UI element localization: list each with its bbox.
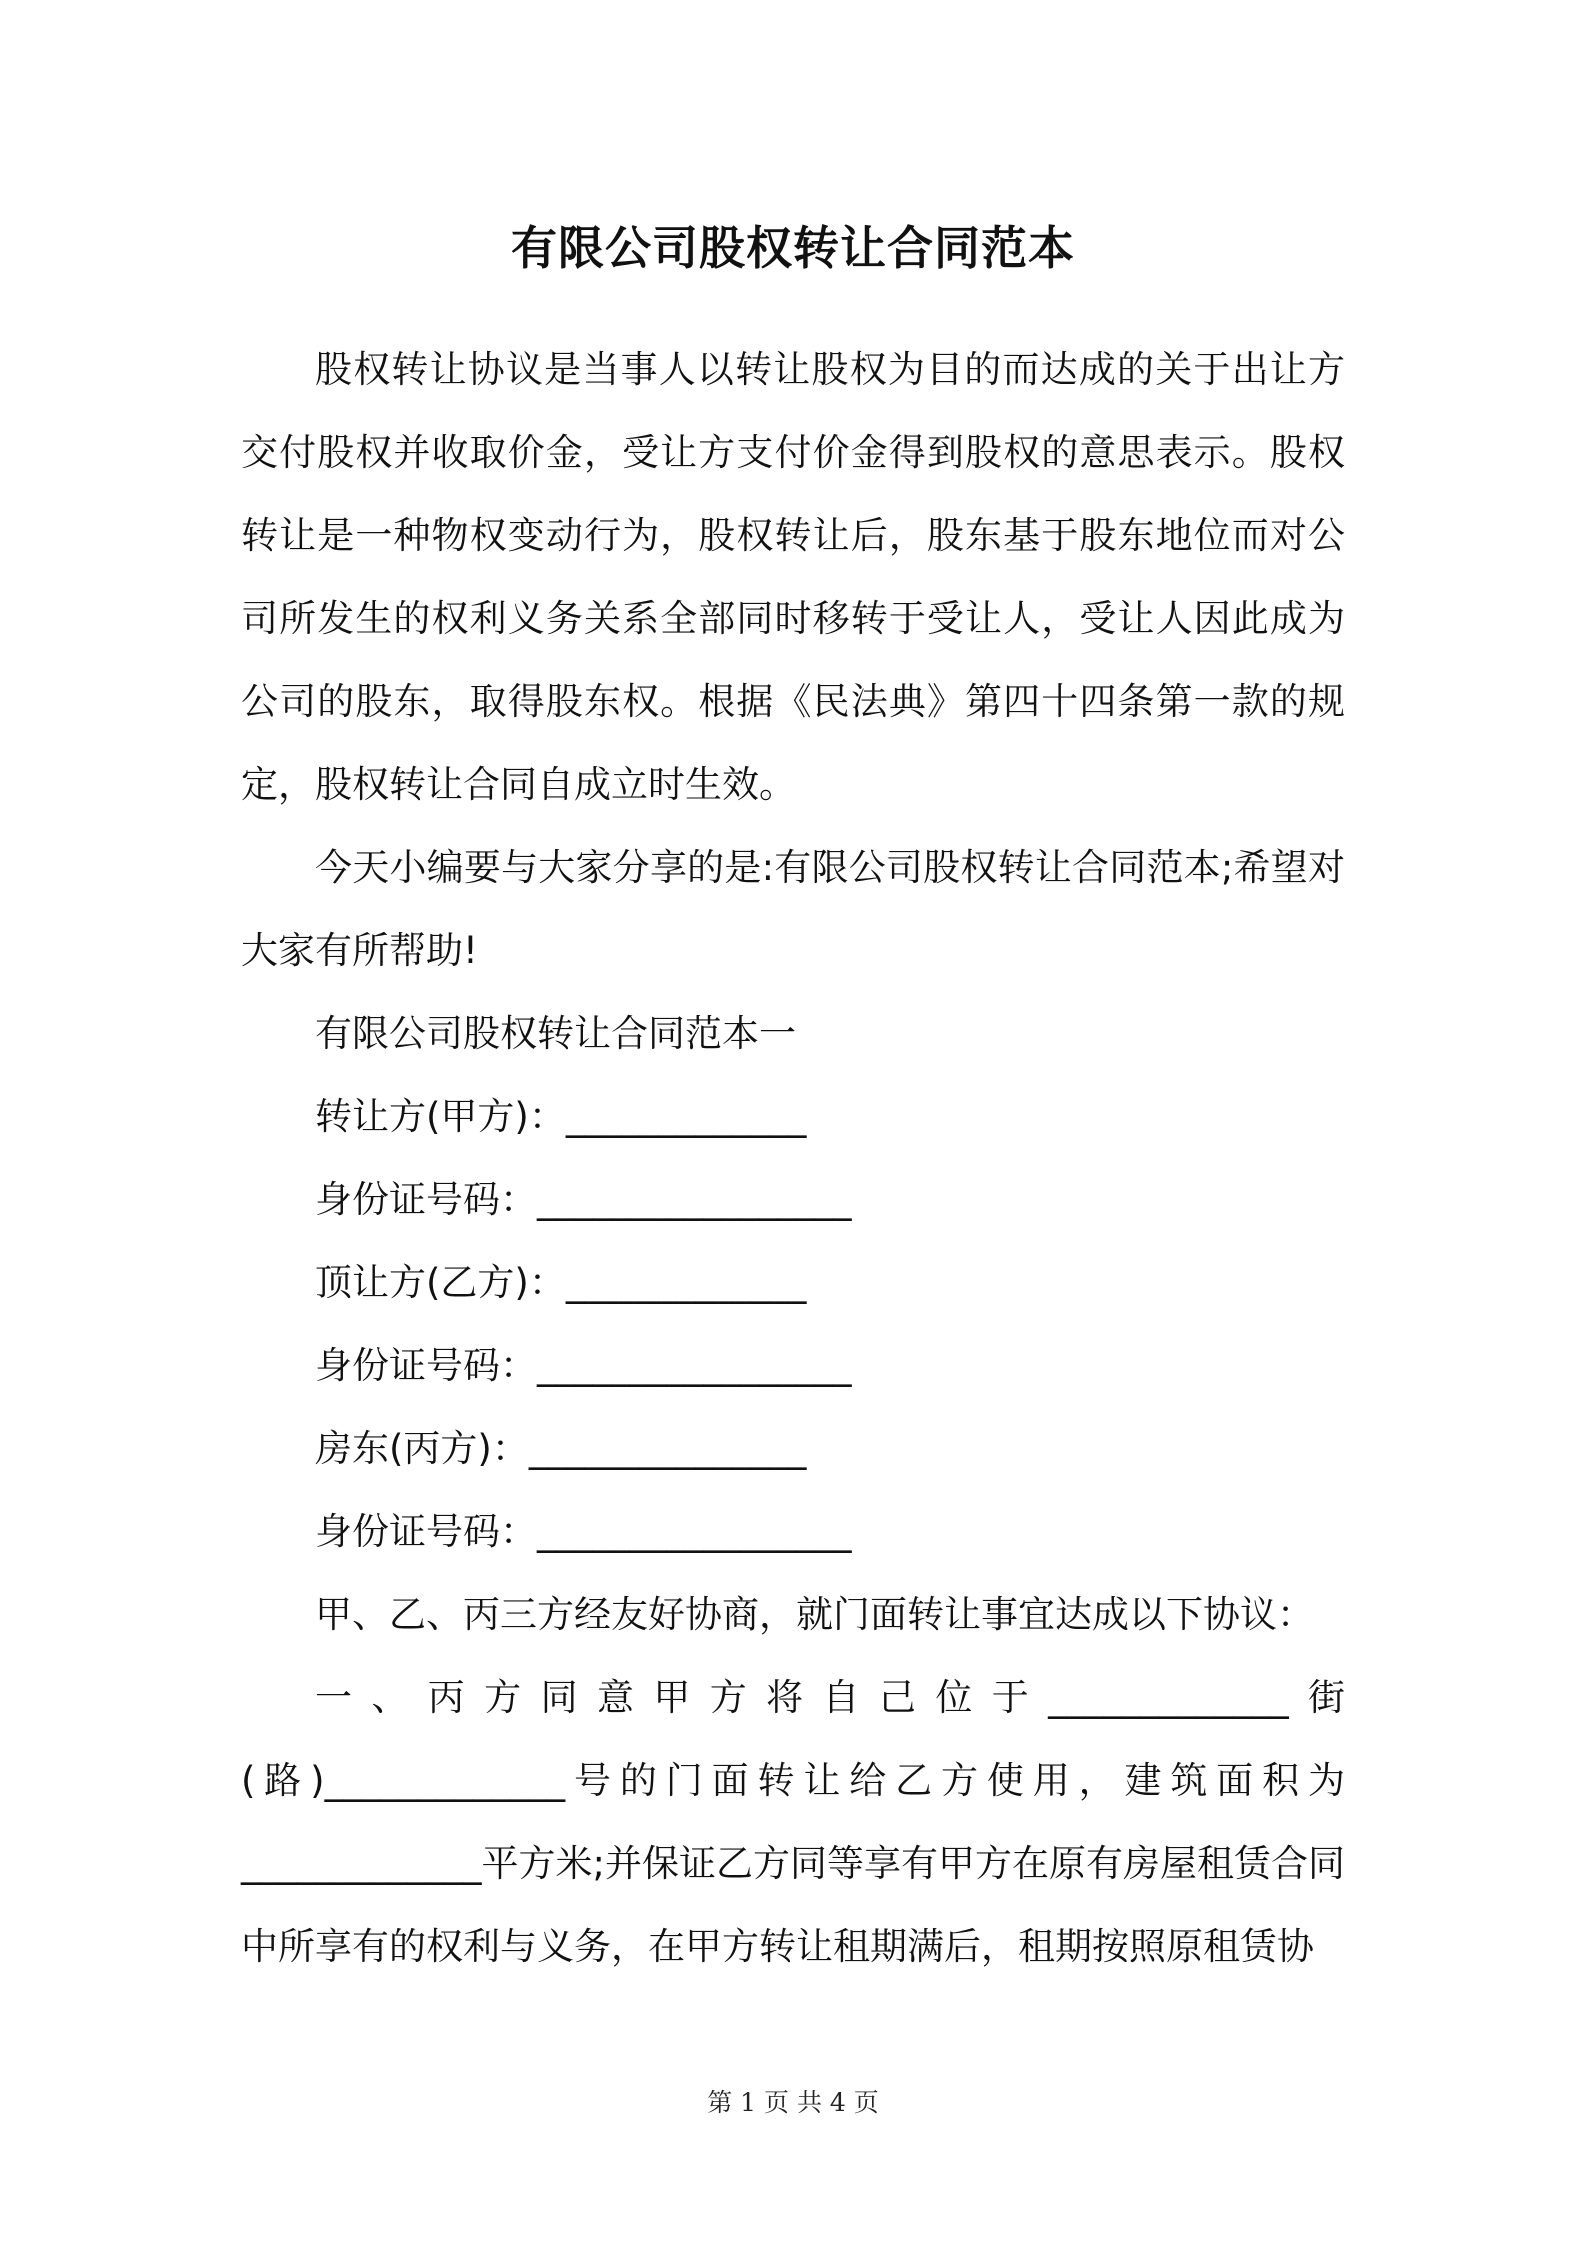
clause-1-line-2: (路)_____________号的门面转让给乙方使用，建筑面积为 bbox=[241, 1759, 1345, 1802]
clause-1-continued: _____________平方米;并保证乙方同等享有甲方在原有房屋租赁合同中所享有的权利与义务，在甲方转让租期满后，租期按照原租赁协 bbox=[241, 1842, 1345, 1968]
document-body bbox=[241, 328, 1345, 1988]
agreement-intro: 甲、乙、丙三方经友好协商，就门面转让事宜达成以下协议： bbox=[315, 1593, 1314, 1636]
section-title: 有限公司股权转让合同范本一 bbox=[315, 1012, 796, 1055]
field-transferee: 顶让方(乙方)：_____________ bbox=[315, 1261, 807, 1304]
document-title: 有限公司股权转让合同范本 bbox=[511, 221, 1075, 275]
clause-1-line-1: 一、丙方同意甲方将自己位于_____________街 bbox=[315, 1676, 1345, 1719]
intro-paragraph-share: 今天小编要与大家分享的是:有限公司股权转让合同范本;希望对大家有所帮助! bbox=[241, 846, 1345, 972]
field-transferor-id: 身份证号码：_________________ bbox=[315, 1178, 852, 1221]
field-landlord: 房东(丙方)：_______________ bbox=[315, 1427, 807, 1470]
field-transferee-id: 身份证号码：_________________ bbox=[315, 1344, 852, 1387]
field-transferor: 转让方(甲方)：_____________ bbox=[315, 1095, 807, 1138]
page-number: 第 1 页 共 4 页 bbox=[707, 2088, 879, 2117]
intro-paragraph: 股权转让协议是当事人以转让股权为目的而达成的关于出让方交付股权并收取价金，受让方支付价金得到股权的意思表示。股权转让是一种物权变动行为，股权转让后，股东基于股东地位而对公司所发生的权利义务关系全部同时移转于受让人，受让人因此成为公司的股东，取得股东权。根据《民法典》第四十四条第一款的规定，股权转让合同自成立时生效。 bbox=[241, 348, 1345, 806]
field-landlord-id: 身份证号码：_________________ bbox=[315, 1510, 852, 1553]
